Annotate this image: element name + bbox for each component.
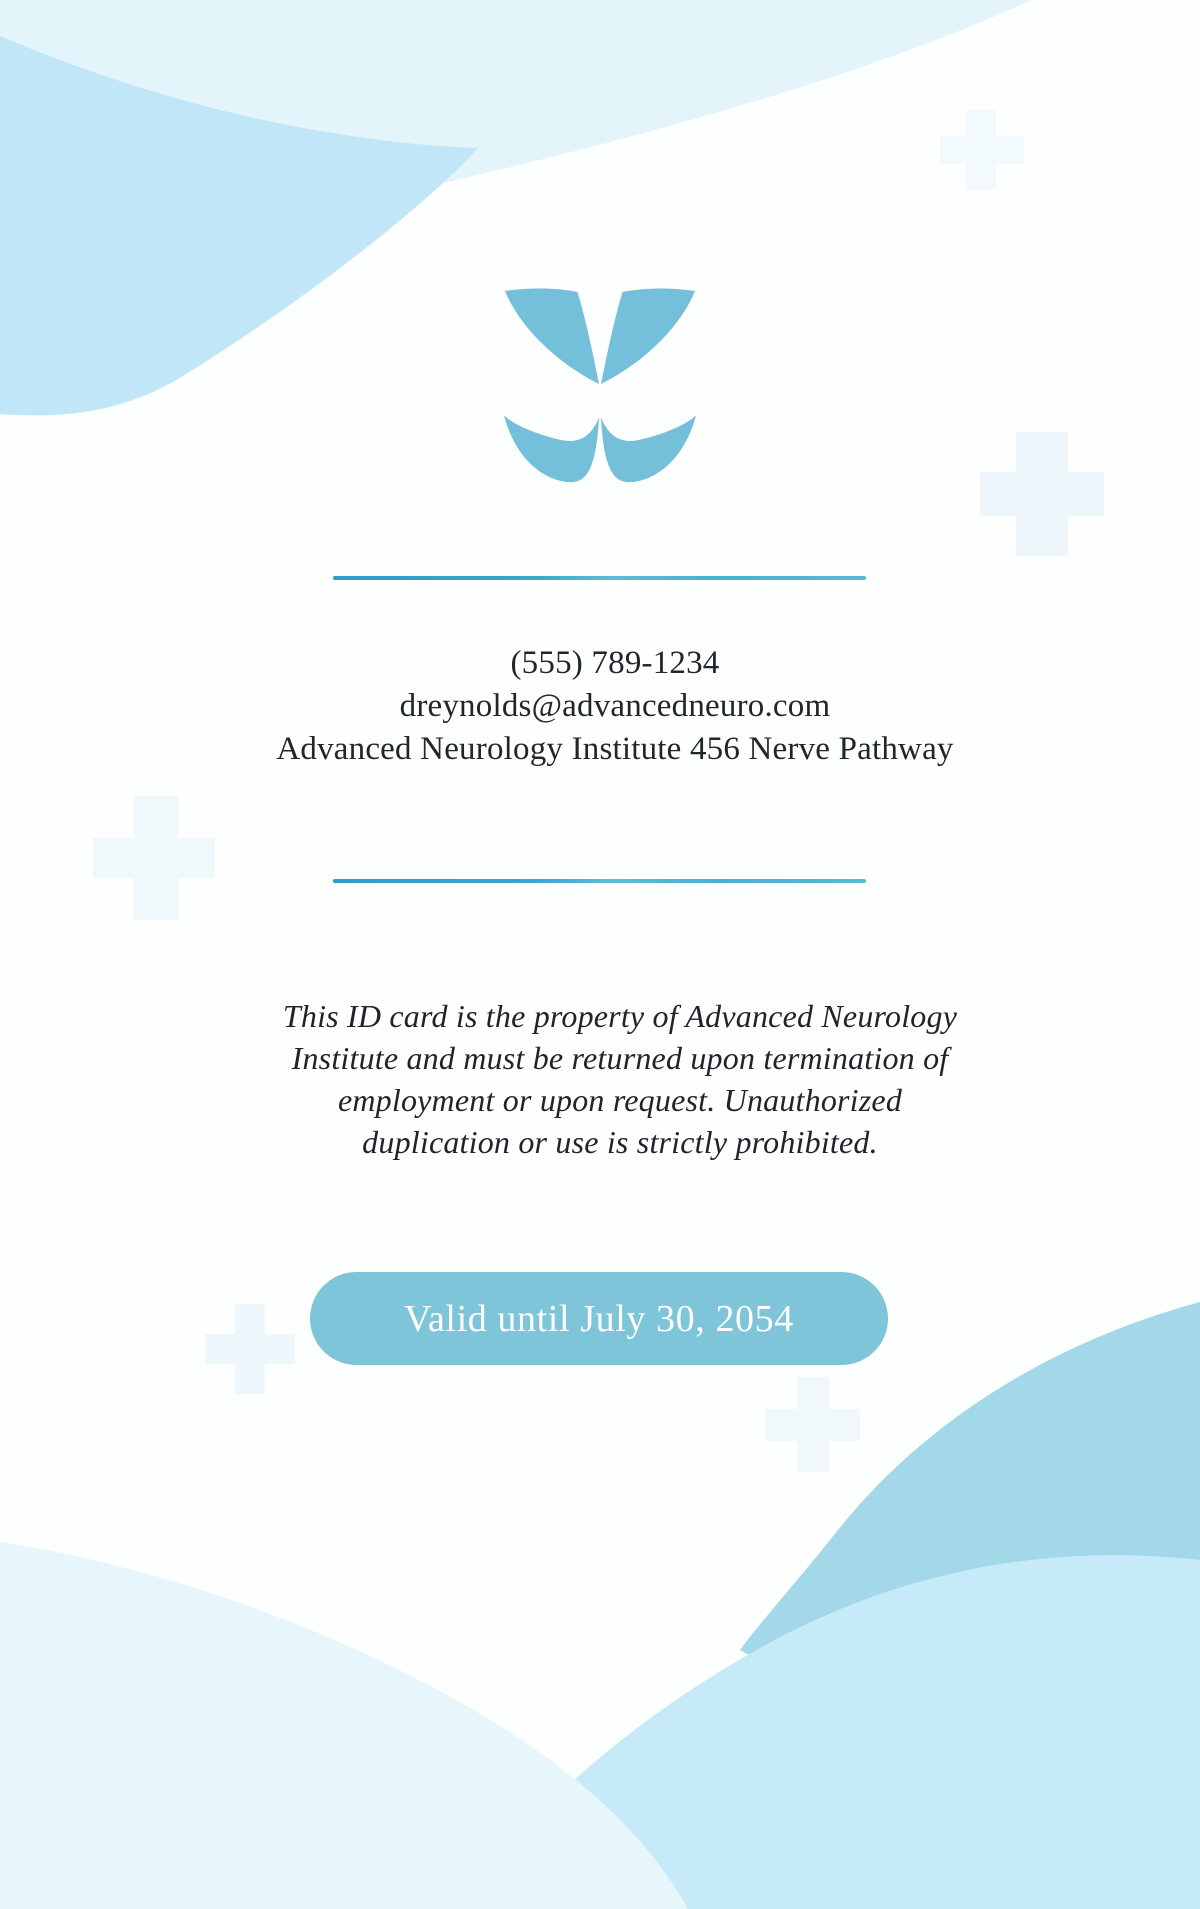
notice-line: This ID card is the property of Advanced Neurology <box>282 998 958 1034</box>
institute-logo <box>502 288 698 484</box>
email-address: dreynolds@advancedneuro.com <box>399 688 831 724</box>
bottom-pale-wave-shape <box>0 1542 688 1909</box>
validity-label: Valid until July 30, 2054 <box>404 1297 794 1340</box>
medical-cross-icon <box>765 1377 860 1472</box>
divider-line <box>333 879 866 883</box>
notice-line: duplication or use is strictly prohibited. <box>362 1124 878 1160</box>
neurology-logo-icon <box>502 288 698 484</box>
notice-line: Institute and must be returned upon termination of <box>291 1040 949 1076</box>
validity-badge[interactable] <box>310 1272 888 1365</box>
property-notice <box>20 995 1200 1163</box>
phone-number: (555) 789-1234 <box>510 645 720 681</box>
medical-cross-icon <box>980 432 1104 556</box>
medical-cross-icon <box>940 110 1024 190</box>
street-address: Advanced Neurology Institute 456 Nerve Pathway <box>276 731 954 767</box>
notice-line: employment or upon request. Unauthorized <box>337 1082 903 1118</box>
divider-line <box>333 576 866 580</box>
medical-cross-icon <box>93 796 215 920</box>
contact-info <box>15 642 1200 771</box>
medical-cross-icon <box>205 1304 295 1394</box>
